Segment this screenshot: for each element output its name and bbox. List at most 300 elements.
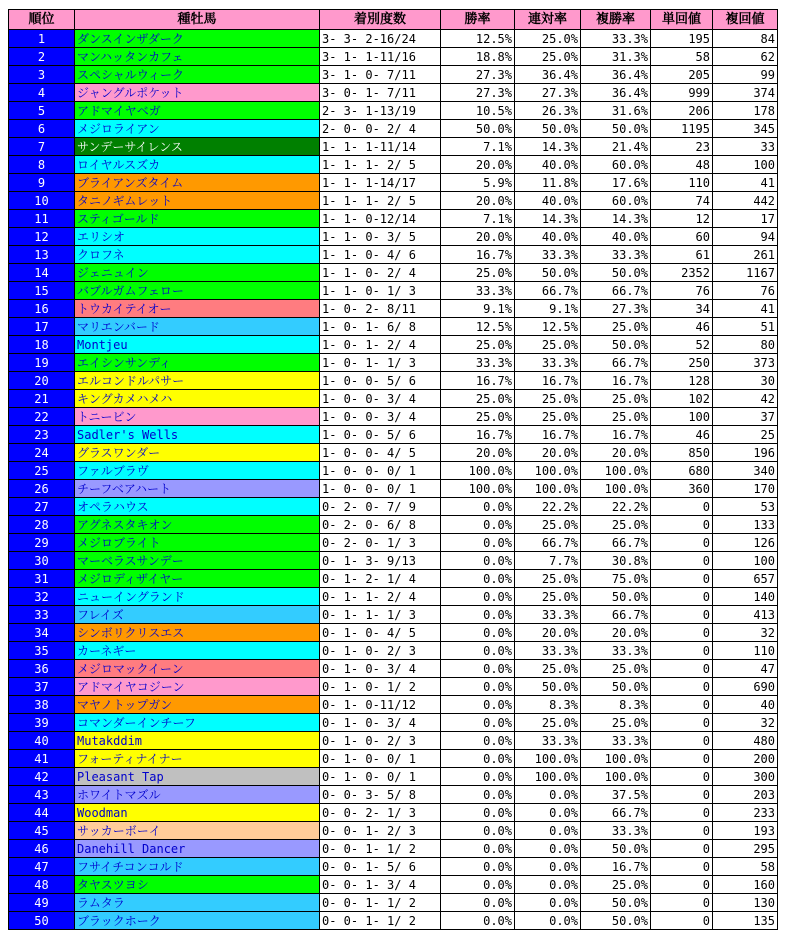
rank-cell: 12 (9, 228, 75, 246)
rank-cell: 8 (9, 156, 75, 174)
place-rate-cell: 30.8% (581, 552, 651, 570)
sire-name-cell: Woodman (75, 804, 320, 822)
quinella-rate-cell: 0.0% (515, 822, 581, 840)
sire-name-cell: トニービン (75, 408, 320, 426)
sire-name-cell: ブラックホーク (75, 912, 320, 930)
place-return-cell: 200 (713, 750, 778, 768)
quinella-rate-cell: 0.0% (515, 840, 581, 858)
sire-name-cell: ダンスインザダーク (75, 30, 320, 48)
win-rate-cell: 33.3% (441, 282, 515, 300)
sire-name-cell: ニューイングランド (75, 588, 320, 606)
record-cell: 1- 0- 1- 2/ 4 (320, 336, 441, 354)
win-return-cell: 58 (651, 48, 713, 66)
win-return-cell: 2352 (651, 264, 713, 282)
sire-name-cell: マンハッタンカフェ (75, 48, 320, 66)
table-row (9, 606, 778, 624)
win-return-cell: 52 (651, 336, 713, 354)
place-return-cell: 203 (713, 786, 778, 804)
rank-cell: 36 (9, 660, 75, 678)
win-return-cell: 0 (651, 606, 713, 624)
table-row (9, 732, 778, 750)
sire-name-cell: アドマイヤコジーン (75, 678, 320, 696)
quinella-rate-cell: 0.0% (515, 786, 581, 804)
place-return-cell: 442 (713, 192, 778, 210)
place-return-cell: 32 (713, 714, 778, 732)
place-return-cell: 58 (713, 858, 778, 876)
win-rate-cell: 0.0% (441, 642, 515, 660)
quinella-rate-cell: 40.0% (515, 156, 581, 174)
record-cell: 1- 0- 2- 8/11 (320, 300, 441, 318)
header-record[interactable]: 着別度数 (320, 10, 441, 30)
place-return-cell: 47 (713, 660, 778, 678)
win-rate-cell: 0.0% (441, 498, 515, 516)
quinella-rate-cell: 0.0% (515, 894, 581, 912)
place-rate-cell: 66.7% (581, 534, 651, 552)
table-row (9, 372, 778, 390)
place-rate-cell: 66.7% (581, 606, 651, 624)
place-return-cell: 53 (713, 498, 778, 516)
place-return-cell: 40 (713, 696, 778, 714)
rank-cell: 27 (9, 498, 75, 516)
win-return-cell: 999 (651, 84, 713, 102)
rank-cell: 30 (9, 552, 75, 570)
rank-cell: 38 (9, 696, 75, 714)
table-row (9, 192, 778, 210)
place-rate-cell: 36.4% (581, 66, 651, 84)
win-rate-cell: 0.0% (441, 678, 515, 696)
win-return-cell: 0 (651, 516, 713, 534)
place-rate-cell: 33.3% (581, 822, 651, 840)
table-row (9, 858, 778, 876)
quinella-rate-cell: 25.0% (515, 30, 581, 48)
win-rate-cell: 25.0% (441, 336, 515, 354)
header-win-rate[interactable]: 勝率 (441, 10, 515, 30)
place-rate-cell: 66.7% (581, 282, 651, 300)
win-return-cell: 0 (651, 534, 713, 552)
sire-name-cell: スティゴールド (75, 210, 320, 228)
win-return-cell: 0 (651, 840, 713, 858)
win-rate-cell: 0.0% (441, 876, 515, 894)
quinella-rate-cell: 12.5% (515, 318, 581, 336)
record-cell: 0- 0- 1- 5/ 6 (320, 858, 441, 876)
quinella-rate-cell: 20.0% (515, 624, 581, 642)
table-row (9, 138, 778, 156)
rank-cell: 7 (9, 138, 75, 156)
place-return-cell: 33 (713, 138, 778, 156)
sire-name-cell: ブライアンズタイム (75, 174, 320, 192)
quinella-rate-cell: 33.3% (515, 354, 581, 372)
table-row (9, 30, 778, 48)
table-row (9, 642, 778, 660)
place-rate-cell: 25.0% (581, 714, 651, 732)
quinella-rate-cell: 25.0% (515, 408, 581, 426)
win-rate-cell: 0.0% (441, 750, 515, 768)
header-row (9, 10, 778, 30)
place-return-cell: 30 (713, 372, 778, 390)
quinella-rate-cell: 33.3% (515, 246, 581, 264)
win-rate-cell: 18.8% (441, 48, 515, 66)
win-return-cell: 250 (651, 354, 713, 372)
win-return-cell: 0 (651, 804, 713, 822)
record-cell: 1- 0- 0- 0/ 1 (320, 462, 441, 480)
win-rate-cell: 0.0% (441, 660, 515, 678)
record-cell: 1- 1- 0- 4/ 6 (320, 246, 441, 264)
rank-cell: 48 (9, 876, 75, 894)
win-return-cell: 0 (651, 570, 713, 588)
record-cell: 0- 1- 0- 1/ 2 (320, 678, 441, 696)
place-rate-cell: 50.0% (581, 264, 651, 282)
rank-cell: 3 (9, 66, 75, 84)
quinella-rate-cell: 66.7% (515, 282, 581, 300)
table-row (9, 804, 778, 822)
place-rate-cell: 25.0% (581, 516, 651, 534)
rank-cell: 31 (9, 570, 75, 588)
rank-cell: 11 (9, 210, 75, 228)
place-return-cell: 690 (713, 678, 778, 696)
win-return-cell: 74 (651, 192, 713, 210)
rank-cell: 5 (9, 102, 75, 120)
sire-ranking-table (8, 9, 778, 930)
table-row (9, 102, 778, 120)
quinella-rate-cell: 25.0% (515, 570, 581, 588)
win-return-cell: 0 (651, 750, 713, 768)
sire-name-cell: フレイズ (75, 606, 320, 624)
header-sire[interactable]: 種牡馬 (75, 10, 320, 30)
quinella-rate-cell: 25.0% (515, 660, 581, 678)
place-return-cell: 110 (713, 642, 778, 660)
table-row (9, 822, 778, 840)
record-cell: 0- 1- 0- 4/ 5 (320, 624, 441, 642)
place-rate-cell: 33.3% (581, 732, 651, 750)
place-rate-cell: 25.0% (581, 408, 651, 426)
win-return-cell: 61 (651, 246, 713, 264)
quinella-rate-cell: 100.0% (515, 750, 581, 768)
place-return-cell: 41 (713, 300, 778, 318)
place-rate-cell: 33.3% (581, 642, 651, 660)
place-rate-cell: 25.0% (581, 660, 651, 678)
place-rate-cell: 100.0% (581, 768, 651, 786)
place-rate-cell: 33.3% (581, 246, 651, 264)
place-rate-cell: 25.0% (581, 876, 651, 894)
quinella-rate-cell: 50.0% (515, 264, 581, 282)
table-row (9, 768, 778, 786)
record-cell: 0- 1- 0- 3/ 4 (320, 660, 441, 678)
rank-cell: 50 (9, 912, 75, 930)
record-cell: 0- 1- 0- 0/ 1 (320, 750, 441, 768)
record-cell: 0- 1- 1- 2/ 4 (320, 588, 441, 606)
place-return-cell: 170 (713, 480, 778, 498)
place-return-cell: 41 (713, 174, 778, 192)
win-return-cell: 680 (651, 462, 713, 480)
win-rate-cell: 20.0% (441, 228, 515, 246)
table-row (9, 516, 778, 534)
win-rate-cell: 0.0% (441, 786, 515, 804)
table-row (9, 498, 778, 516)
rank-cell: 17 (9, 318, 75, 336)
quinella-rate-cell: 7.7% (515, 552, 581, 570)
rank-cell: 34 (9, 624, 75, 642)
record-cell: 0- 0- 1- 1/ 2 (320, 912, 441, 930)
rank-cell: 23 (9, 426, 75, 444)
place-return-cell: 99 (713, 66, 778, 84)
sire-name-cell: サンデーサイレンス (75, 138, 320, 156)
quinella-rate-cell: 16.7% (515, 372, 581, 390)
place-return-cell: 135 (713, 912, 778, 930)
record-cell: 3- 0- 1- 7/11 (320, 84, 441, 102)
sire-name-cell: メジロライアン (75, 120, 320, 138)
rank-cell: 22 (9, 408, 75, 426)
record-cell: 0- 0- 2- 1/ 3 (320, 804, 441, 822)
win-rate-cell: 0.0% (441, 822, 515, 840)
table-row (9, 300, 778, 318)
table-row (9, 624, 778, 642)
table-row (9, 444, 778, 462)
place-rate-cell: 33.3% (581, 30, 651, 48)
win-return-cell: 206 (651, 102, 713, 120)
place-rate-cell: 60.0% (581, 192, 651, 210)
win-return-cell: 0 (651, 858, 713, 876)
place-rate-cell: 50.0% (581, 588, 651, 606)
win-rate-cell: 10.5% (441, 102, 515, 120)
win-rate-cell: 0.0% (441, 606, 515, 624)
sire-name-cell: フサイチコンコルド (75, 858, 320, 876)
place-rate-cell: 66.7% (581, 804, 651, 822)
rank-cell: 26 (9, 480, 75, 498)
place-return-cell: 84 (713, 30, 778, 48)
header-rank[interactable]: 順位 (9, 10, 75, 30)
win-return-cell: 23 (651, 138, 713, 156)
win-return-cell: 0 (651, 714, 713, 732)
win-rate-cell: 0.0% (441, 858, 515, 876)
win-return-cell: 0 (651, 822, 713, 840)
quinella-rate-cell: 36.4% (515, 66, 581, 84)
win-return-cell: 60 (651, 228, 713, 246)
place-rate-cell: 14.3% (581, 210, 651, 228)
record-cell: 0- 1- 2- 1/ 4 (320, 570, 441, 588)
sire-name-cell: ラムタラ (75, 894, 320, 912)
rank-cell: 35 (9, 642, 75, 660)
place-return-cell: 17 (713, 210, 778, 228)
record-cell: 0- 2- 0- 6/ 8 (320, 516, 441, 534)
win-rate-cell: 0.0% (441, 696, 515, 714)
table-row (9, 570, 778, 588)
table-row (9, 174, 778, 192)
win-rate-cell: 16.7% (441, 426, 515, 444)
win-return-cell: 110 (651, 174, 713, 192)
sire-name-cell: バブルガムフェロー (75, 282, 320, 300)
place-rate-cell: 50.0% (581, 912, 651, 930)
place-return-cell: 160 (713, 876, 778, 894)
rank-cell: 28 (9, 516, 75, 534)
win-return-cell: 850 (651, 444, 713, 462)
win-return-cell: 0 (651, 876, 713, 894)
table-row (9, 48, 778, 66)
sire-name-cell: アグネスタキオン (75, 516, 320, 534)
win-rate-cell: 20.0% (441, 156, 515, 174)
place-return-cell: 657 (713, 570, 778, 588)
table-row (9, 228, 778, 246)
place-return-cell: 100 (713, 552, 778, 570)
place-rate-cell: 17.6% (581, 174, 651, 192)
place-return-cell: 374 (713, 84, 778, 102)
sire-name-cell: オペラハウス (75, 498, 320, 516)
place-rate-cell: 60.0% (581, 156, 651, 174)
place-rate-cell: 50.0% (581, 840, 651, 858)
record-cell: 1- 0- 0- 3/ 4 (320, 408, 441, 426)
quinella-rate-cell: 66.7% (515, 534, 581, 552)
place-rate-cell: 40.0% (581, 228, 651, 246)
place-return-cell: 133 (713, 516, 778, 534)
place-return-cell: 480 (713, 732, 778, 750)
record-cell: 3- 3- 2-16/24 (320, 30, 441, 48)
win-rate-cell: 0.0% (441, 840, 515, 858)
rank-cell: 41 (9, 750, 75, 768)
place-return-cell: 1167 (713, 264, 778, 282)
win-return-cell: 195 (651, 30, 713, 48)
win-return-cell: 0 (651, 588, 713, 606)
win-rate-cell: 0.0% (441, 516, 515, 534)
header-win-return[interactable]: 単回値 (651, 10, 713, 30)
place-rate-cell: 20.0% (581, 444, 651, 462)
sire-name-cell: メジロマックイーン (75, 660, 320, 678)
quinella-rate-cell: 0.0% (515, 858, 581, 876)
quinella-rate-cell: 33.3% (515, 642, 581, 660)
table-row (9, 696, 778, 714)
quinella-rate-cell: 40.0% (515, 228, 581, 246)
quinella-rate-cell: 100.0% (515, 462, 581, 480)
win-rate-cell: 50.0% (441, 120, 515, 138)
win-rate-cell: 25.0% (441, 408, 515, 426)
header-quinella-rate[interactable]: 連対率 (515, 10, 581, 30)
place-return-cell: 196 (713, 444, 778, 462)
table-row (9, 282, 778, 300)
place-rate-cell: 25.0% (581, 390, 651, 408)
record-cell: 0- 1- 0- 2/ 3 (320, 732, 441, 750)
quinella-rate-cell: 40.0% (515, 192, 581, 210)
win-rate-cell: 0.0% (441, 624, 515, 642)
win-return-cell: 128 (651, 372, 713, 390)
rank-cell: 18 (9, 336, 75, 354)
table-row (9, 786, 778, 804)
rank-cell: 33 (9, 606, 75, 624)
place-return-cell: 76 (713, 282, 778, 300)
win-return-cell: 0 (651, 498, 713, 516)
place-rate-cell: 31.3% (581, 48, 651, 66)
win-rate-cell: 20.0% (441, 444, 515, 462)
table-row (9, 156, 778, 174)
win-return-cell: 46 (651, 426, 713, 444)
win-rate-cell: 100.0% (441, 480, 515, 498)
rank-cell: 32 (9, 588, 75, 606)
record-cell: 0- 0- 1- 3/ 4 (320, 876, 441, 894)
rank-cell: 39 (9, 714, 75, 732)
win-return-cell: 0 (651, 552, 713, 570)
rank-cell: 44 (9, 804, 75, 822)
rank-cell: 37 (9, 678, 75, 696)
table-row (9, 246, 778, 264)
sire-name-cell: フォーティナイナー (75, 750, 320, 768)
sire-name-cell: ジャングルポケット (75, 84, 320, 102)
quinella-rate-cell: 11.8% (515, 174, 581, 192)
rank-cell: 15 (9, 282, 75, 300)
win-return-cell: 0 (651, 660, 713, 678)
record-cell: 1- 0- 0- 4/ 5 (320, 444, 441, 462)
win-return-cell: 0 (651, 624, 713, 642)
win-rate-cell: 12.5% (441, 318, 515, 336)
record-cell: 1- 1- 1- 2/ 5 (320, 156, 441, 174)
place-return-cell: 25 (713, 426, 778, 444)
place-return-cell: 373 (713, 354, 778, 372)
win-rate-cell: 16.7% (441, 372, 515, 390)
quinella-rate-cell: 25.0% (515, 48, 581, 66)
table-row (9, 318, 778, 336)
rank-cell: 14 (9, 264, 75, 282)
place-rate-cell: 50.0% (581, 894, 651, 912)
win-return-cell: 46 (651, 318, 713, 336)
table-body (9, 30, 778, 930)
win-return-cell: 0 (651, 696, 713, 714)
win-rate-cell: 20.0% (441, 192, 515, 210)
place-return-cell: 295 (713, 840, 778, 858)
win-rate-cell: 9.1% (441, 300, 515, 318)
place-rate-cell: 75.0% (581, 570, 651, 588)
record-cell: 1- 1- 1- 2/ 5 (320, 192, 441, 210)
rank-cell: 40 (9, 732, 75, 750)
rank-cell: 4 (9, 84, 75, 102)
place-return-cell: 261 (713, 246, 778, 264)
sire-name-cell: コマンダーインチーフ (75, 714, 320, 732)
place-return-cell: 193 (713, 822, 778, 840)
sire-name-cell: タニノギムレット (75, 192, 320, 210)
place-return-cell: 178 (713, 102, 778, 120)
sire-name-cell: チーフベアハート (75, 480, 320, 498)
place-rate-cell: 100.0% (581, 462, 651, 480)
table-row (9, 210, 778, 228)
place-rate-cell: 31.6% (581, 102, 651, 120)
place-return-cell: 140 (713, 588, 778, 606)
sire-name-cell: スペシャルウィーク (75, 66, 320, 84)
quinella-rate-cell: 25.0% (515, 714, 581, 732)
place-rate-cell: 16.7% (581, 426, 651, 444)
quinella-rate-cell: 20.0% (515, 444, 581, 462)
win-rate-cell: 0.0% (441, 894, 515, 912)
sire-name-cell: カーネギー (75, 642, 320, 660)
record-cell: 3- 1- 0- 7/11 (320, 66, 441, 84)
place-return-cell: 42 (713, 390, 778, 408)
win-rate-cell: 25.0% (441, 390, 515, 408)
quinella-rate-cell: 8.3% (515, 696, 581, 714)
win-return-cell: 76 (651, 282, 713, 300)
table-row (9, 534, 778, 552)
header-place-return[interactable]: 複回値 (713, 10, 778, 30)
rank-cell: 9 (9, 174, 75, 192)
win-rate-cell: 0.0% (441, 552, 515, 570)
place-return-cell: 413 (713, 606, 778, 624)
table-row (9, 894, 778, 912)
place-rate-cell: 36.4% (581, 84, 651, 102)
win-return-cell: 102 (651, 390, 713, 408)
rank-cell: 19 (9, 354, 75, 372)
sire-name-cell: エイシンサンディ (75, 354, 320, 372)
header-place-rate[interactable]: 複勝率 (581, 10, 651, 30)
table-row (9, 408, 778, 426)
rank-cell: 20 (9, 372, 75, 390)
record-cell: 3- 1- 1-11/16 (320, 48, 441, 66)
quinella-rate-cell: 0.0% (515, 912, 581, 930)
place-return-cell: 300 (713, 768, 778, 786)
record-cell: 1- 1- 0- 2/ 4 (320, 264, 441, 282)
sire-name-cell: タヤスツヨシ (75, 876, 320, 894)
